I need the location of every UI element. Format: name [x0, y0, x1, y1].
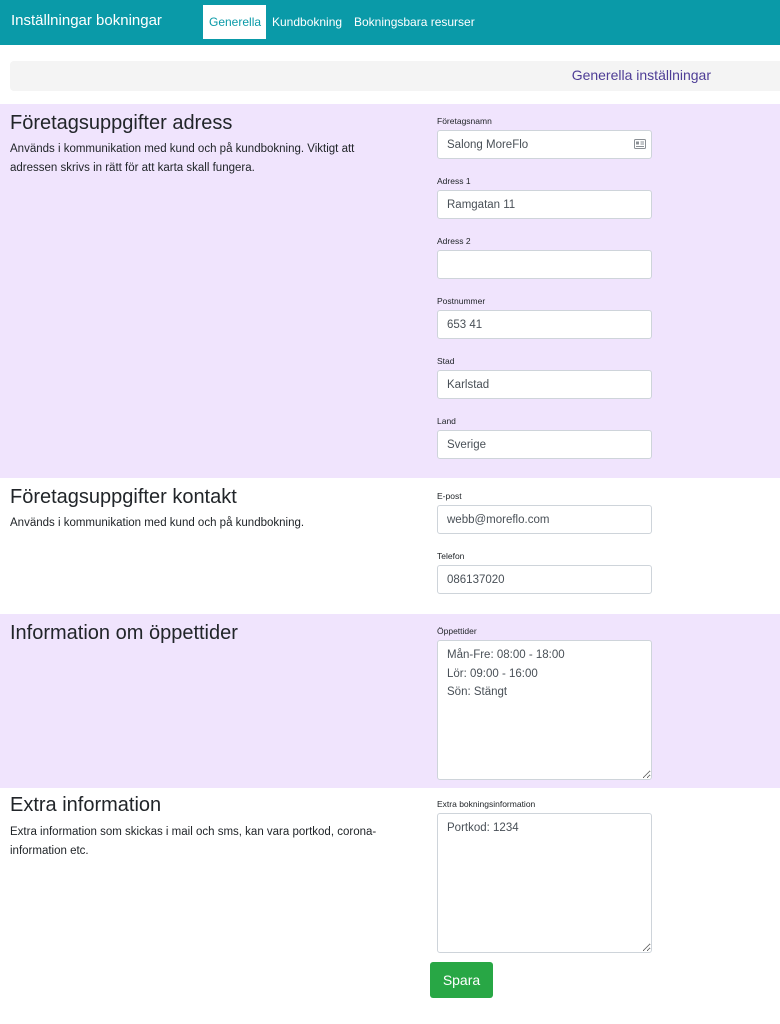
tab-kundbokning[interactable]: Kundbokning [272, 15, 343, 29]
extra-info-section [0, 788, 780, 1024]
postcode-input[interactable] [437, 310, 652, 339]
phone-input[interactable] [437, 565, 652, 594]
opening-hours-section-title: Information om öppettider [10, 622, 238, 644]
address2-input[interactable] [437, 250, 652, 279]
email-input[interactable] [437, 505, 652, 534]
address-section [0, 104, 780, 478]
opening-hours-section [0, 614, 780, 788]
postcode-label: Postnummer [437, 296, 486, 306]
contact-section [0, 478, 780, 614]
extra-booking-info-label: Extra bokningsinformation [437, 799, 536, 809]
address1-input[interactable] [437, 190, 652, 219]
tab-bokningsbara-resurser[interactable]: Bokningsbara resurser [354, 15, 475, 29]
address2-label: Adress 2 [437, 236, 471, 246]
app-title: Inställningar bokningar [11, 12, 162, 29]
page-title: Generella inställningar [571, 67, 711, 83]
top-navbar [0, 0, 780, 45]
company-name-input[interactable] [437, 130, 652, 159]
opening-hours-label: Öppettider [437, 626, 477, 636]
contact-section-title: Företagsuppgifter kontakt [10, 486, 237, 508]
country-label: Land [437, 416, 456, 426]
email-label: E-post [437, 491, 462, 501]
phone-label: Telefon [437, 551, 465, 561]
address1-label: Adress 1 [437, 176, 471, 186]
page-title-bar [10, 61, 780, 91]
city-input[interactable] [437, 370, 652, 399]
extra-info-section-title: Extra information [10, 794, 162, 816]
tab-generella[interactable]: Generella [203, 5, 266, 39]
contact-card-icon[interactable] [634, 139, 646, 149]
address-section-title: Företagsuppgifter adress [10, 112, 233, 134]
extra-info-section-description: Extra information som skickas i mail och sms, kan vara portkod, corona-information etc. [10, 826, 377, 857]
save-button[interactable]: Spara [430, 962, 493, 998]
company-name-label: Företagsnamn [437, 116, 492, 126]
country-input[interactable] [437, 430, 652, 459]
extra-booking-info-textarea[interactable] [437, 813, 652, 953]
address-section-description: Används i kommunikation med kund och på kundbokning. Viktigt att adressen skrivs in rätt för att karta skall fungera. [10, 143, 355, 174]
city-label: Stad [437, 356, 455, 366]
opening-hours-textarea[interactable] [437, 640, 652, 780]
contact-section-description: Används i kommunikation med kund och på kundbokning. [10, 517, 305, 529]
